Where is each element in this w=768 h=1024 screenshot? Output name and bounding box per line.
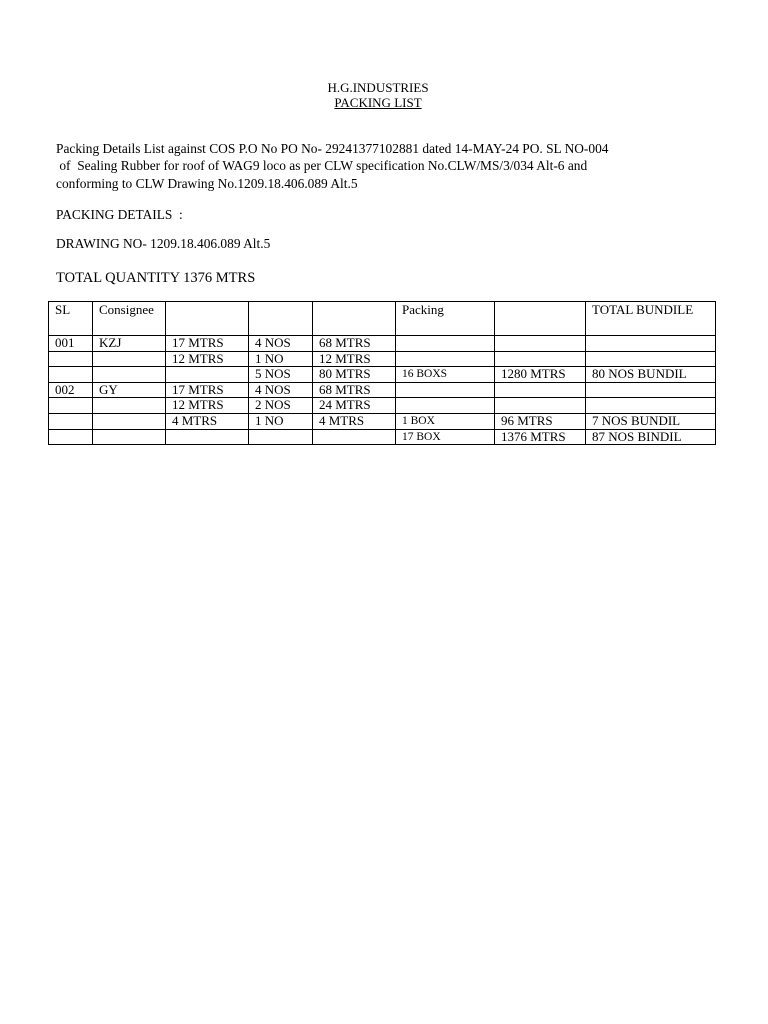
table-row [49, 351, 716, 367]
cell-subtotal [313, 429, 396, 445]
cell-consignee [93, 398, 166, 414]
cell-sl: 002 [49, 382, 93, 398]
cell-packing-total: 96 MTRS [495, 413, 586, 429]
company-name: H.G.INDUSTRIES [327, 80, 429, 95]
cell-count: 4 NOS [249, 382, 313, 398]
cell-packing [396, 382, 495, 398]
header-cell: Consignee [93, 302, 166, 336]
table-row [49, 429, 716, 445]
cell-packing: 17 BOX [396, 429, 495, 445]
cell-packing-total: 1376 MTRS [495, 429, 586, 445]
cell-packing-total [495, 398, 586, 414]
intro-line-2: of Sealing Rubber for roof of WAG9 loco as per CLW specification No.CLW/MS/3/034 Alt-6 and [56, 158, 588, 174]
drawing-number: DRAWING NO- 1209.18.406.089 Alt.5 [56, 236, 271, 251]
table-row [49, 367, 716, 383]
cell-length: 17 MTRS [166, 336, 249, 352]
cell-consignee [93, 413, 166, 429]
cell-packing-total [495, 382, 586, 398]
cell-length: 12 MTRS [166, 351, 249, 367]
cell-sl [49, 413, 93, 429]
cell-subtotal: 12 MTRS [313, 351, 396, 367]
cell-sl [49, 351, 93, 367]
cell-length: 17 MTRS [166, 382, 249, 398]
cell-subtotal: 68 MTRS [313, 336, 396, 352]
cell-count: 4 NOS [249, 336, 313, 352]
table-row [49, 382, 716, 398]
cell-total-bundle [586, 398, 716, 414]
header-cell: Packing [396, 302, 495, 336]
cell-consignee [93, 351, 166, 367]
cell-total-bundle: 87 NOS BINDIL [586, 429, 716, 445]
cell-count: 5 NOS [249, 367, 313, 383]
cell-subtotal: 80 MTRS [313, 367, 396, 383]
table-row [49, 413, 716, 429]
cell-subtotal: 24 MTRS [313, 398, 396, 414]
packing-details-label: PACKING DETAILS : [56, 207, 183, 222]
cell-sl [49, 429, 93, 445]
cell-packing: 1 BOX [396, 413, 495, 429]
cell-packing: 16 BOXS [396, 367, 495, 383]
cell-length [166, 367, 249, 383]
total-quantity: TOTAL QUANTITY 1376 MTRS [56, 270, 256, 286]
cell-packing-total [495, 351, 586, 367]
cell-sl [49, 398, 93, 414]
table-row [49, 336, 716, 352]
cell-count [249, 429, 313, 445]
cell-sl: 001 [49, 336, 93, 352]
cell-total-bundle [586, 336, 716, 352]
document-title-text: PACKING LIST [334, 95, 422, 110]
cell-total-bundle [586, 351, 716, 367]
header-cell: TOTAL BUNDILE [586, 302, 716, 336]
cell-packing-total [495, 336, 586, 352]
cell-total-bundle [586, 382, 716, 398]
cell-total-bundle: 7 NOS BUNDIL [586, 413, 716, 429]
cell-count: 1 NO [249, 351, 313, 367]
cell-consignee [93, 429, 166, 445]
header-cell [166, 302, 249, 336]
cell-packing-total: 1280 MTRS [495, 367, 586, 383]
intro-paragraph [56, 140, 736, 192]
cell-total-bundle: 80 NOS BUNDIL [586, 367, 716, 383]
table-row [49, 398, 716, 414]
cell-consignee: GY [93, 382, 166, 398]
cell-packing [396, 336, 495, 352]
cell-sl [49, 367, 93, 383]
cell-count: 1 NO [249, 413, 313, 429]
cell-consignee: KZJ [93, 336, 166, 352]
intro-line-1: Packing Details List against COS P.O No PO No- 29241377102881 dated 14-MAY-24 PO. SL NO-004 [56, 141, 609, 156]
cell-count: 2 NOS [249, 398, 313, 414]
packing-table [48, 301, 716, 445]
header-cell [495, 302, 586, 336]
cell-length: 4 MTRS [166, 413, 249, 429]
cell-length: 12 MTRS [166, 398, 249, 414]
cell-packing [396, 351, 495, 367]
cell-length [166, 429, 249, 445]
header-cell [249, 302, 313, 336]
cell-subtotal: 68 MTRS [313, 382, 396, 398]
header-cell [313, 302, 396, 336]
header-cell: SL [49, 302, 93, 336]
intro-line-3: conforming to CLW Drawing No.1209.18.406.089 Alt.5 [56, 175, 358, 191]
cell-packing [396, 398, 495, 414]
cell-consignee [93, 367, 166, 383]
cell-subtotal: 4 MTRS [313, 413, 396, 429]
table-header-row [49, 302, 716, 336]
document-title [0, 95, 756, 111]
